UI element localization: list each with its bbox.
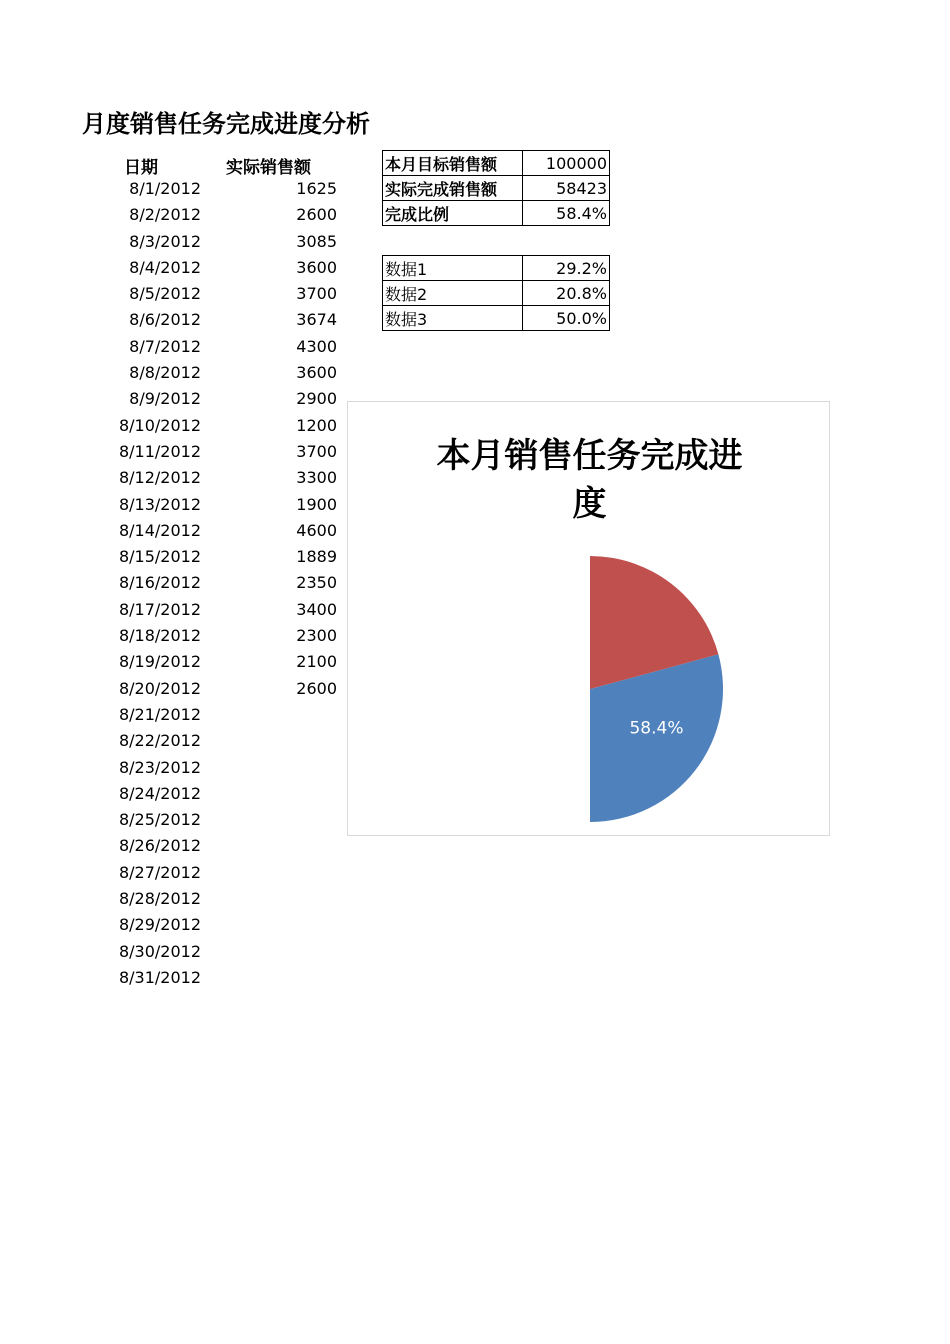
target-summary-table — [382, 150, 610, 226]
date-cell: 8/28/2012 — [118, 889, 201, 909]
summary-value: 100000 — [523, 151, 610, 176]
date-cell: 8/29/2012 — [118, 915, 201, 935]
pie-chart — [348, 402, 831, 837]
sales-cell: 3700 — [296, 441, 337, 461]
sales-cell: 3674 — [296, 310, 337, 330]
date-cell: 8/30/2012 — [118, 941, 201, 961]
chart-title-line: 度 — [572, 484, 607, 524]
sales-cell: 3085 — [296, 231, 337, 251]
date-cell: 8/26/2012 — [118, 836, 201, 856]
date-cell: 8/3/2012 — [129, 231, 201, 251]
series-label: 数据1 — [383, 256, 523, 281]
date-cell: 8/25/2012 — [118, 810, 201, 830]
sales-cell: 4300 — [296, 336, 337, 356]
date-cell: 8/17/2012 — [118, 599, 201, 619]
pie-slice[interactable] — [457, 556, 590, 822]
chart-area[interactable] — [347, 401, 830, 836]
table-row — [383, 281, 610, 306]
sales-cell: 3400 — [296, 599, 337, 619]
date-cell: 8/11/2012 — [118, 441, 201, 461]
series-value: 50.0% — [523, 306, 610, 331]
date-cell: 8/13/2012 — [118, 494, 201, 514]
date-cell: 8/14/2012 — [118, 520, 201, 540]
sales-cell: 2100 — [296, 652, 337, 672]
date-cell: 8/2/2012 — [129, 205, 201, 225]
date-cell: 8/20/2012 — [118, 678, 201, 698]
table-row — [383, 256, 610, 281]
sales-column — [240, 176, 337, 702]
summary-value: 58.4% — [523, 201, 610, 226]
date-cell: 8/16/2012 — [118, 573, 201, 593]
date-cell: 8/7/2012 — [129, 336, 201, 356]
sales-cell: 1200 — [296, 415, 337, 435]
date-cell: 8/10/2012 — [118, 415, 201, 435]
series-value: 20.8% — [523, 281, 610, 306]
summary-label: 实际完成销售额 — [383, 176, 523, 201]
date-cell: 8/8/2012 — [129, 363, 201, 383]
sales-cell: 3600 — [296, 363, 337, 383]
sales-cell: 3700 — [296, 284, 337, 304]
date-cell: 8/21/2012 — [118, 704, 201, 724]
sales-cell: 1900 — [296, 494, 337, 514]
summary-value: 58423 — [523, 176, 610, 201]
sales-cell: 3300 — [296, 468, 337, 488]
sales-cell: 1889 — [296, 547, 337, 567]
table-row — [383, 176, 610, 201]
sales-cell: 2300 — [296, 626, 337, 646]
sales-cell: 2600 — [296, 205, 337, 225]
series-label: 数据2 — [383, 281, 523, 306]
date-cell: 8/9/2012 — [129, 389, 201, 409]
date-cell: 8/6/2012 — [129, 310, 201, 330]
table-row — [383, 151, 610, 176]
date-cell: 8/12/2012 — [118, 468, 201, 488]
date-cell: 8/24/2012 — [118, 783, 201, 803]
date-cell: 8/4/2012 — [129, 257, 201, 277]
date-cell: 8/5/2012 — [129, 284, 201, 304]
date-column-header: 日期 — [124, 158, 158, 178]
date-cell: 8/31/2012 — [118, 967, 201, 987]
chart-title-line: 本月销售任务完成进 — [436, 436, 743, 476]
date-cell: 8/19/2012 — [118, 652, 201, 672]
sales-cell: 3600 — [296, 257, 337, 277]
sales-cell: 2900 — [296, 389, 337, 409]
date-cell: 8/22/2012 — [118, 731, 201, 751]
series-label: 数据3 — [383, 306, 523, 331]
sales-cell: 1625 — [296, 179, 337, 198]
date-cell: 8/23/2012 — [118, 757, 201, 777]
slice-data-label: 58.4% — [629, 718, 684, 739]
date-cell: 8/18/2012 — [118, 626, 201, 646]
sales-cell: 2600 — [296, 678, 337, 698]
table-row — [383, 201, 610, 226]
sales-cell: 4600 — [296, 520, 337, 540]
summary-label: 完成比例 — [383, 201, 523, 226]
chart-data-table — [382, 255, 610, 331]
date-column — [100, 176, 201, 991]
table-row — [383, 306, 610, 331]
sales-column-header: 实际销售额 — [226, 158, 311, 178]
sales-cell: 2350 — [296, 573, 337, 593]
date-cell: 8/27/2012 — [118, 862, 201, 882]
page-title: 月度销售任务完成进度分析 — [82, 110, 370, 138]
series-value: 29.2% — [523, 256, 610, 281]
date-cell: 8/1/2012 — [129, 179, 201, 198]
date-cell: 8/15/2012 — [118, 547, 201, 567]
summary-label: 本月目标销售额 — [383, 151, 523, 176]
